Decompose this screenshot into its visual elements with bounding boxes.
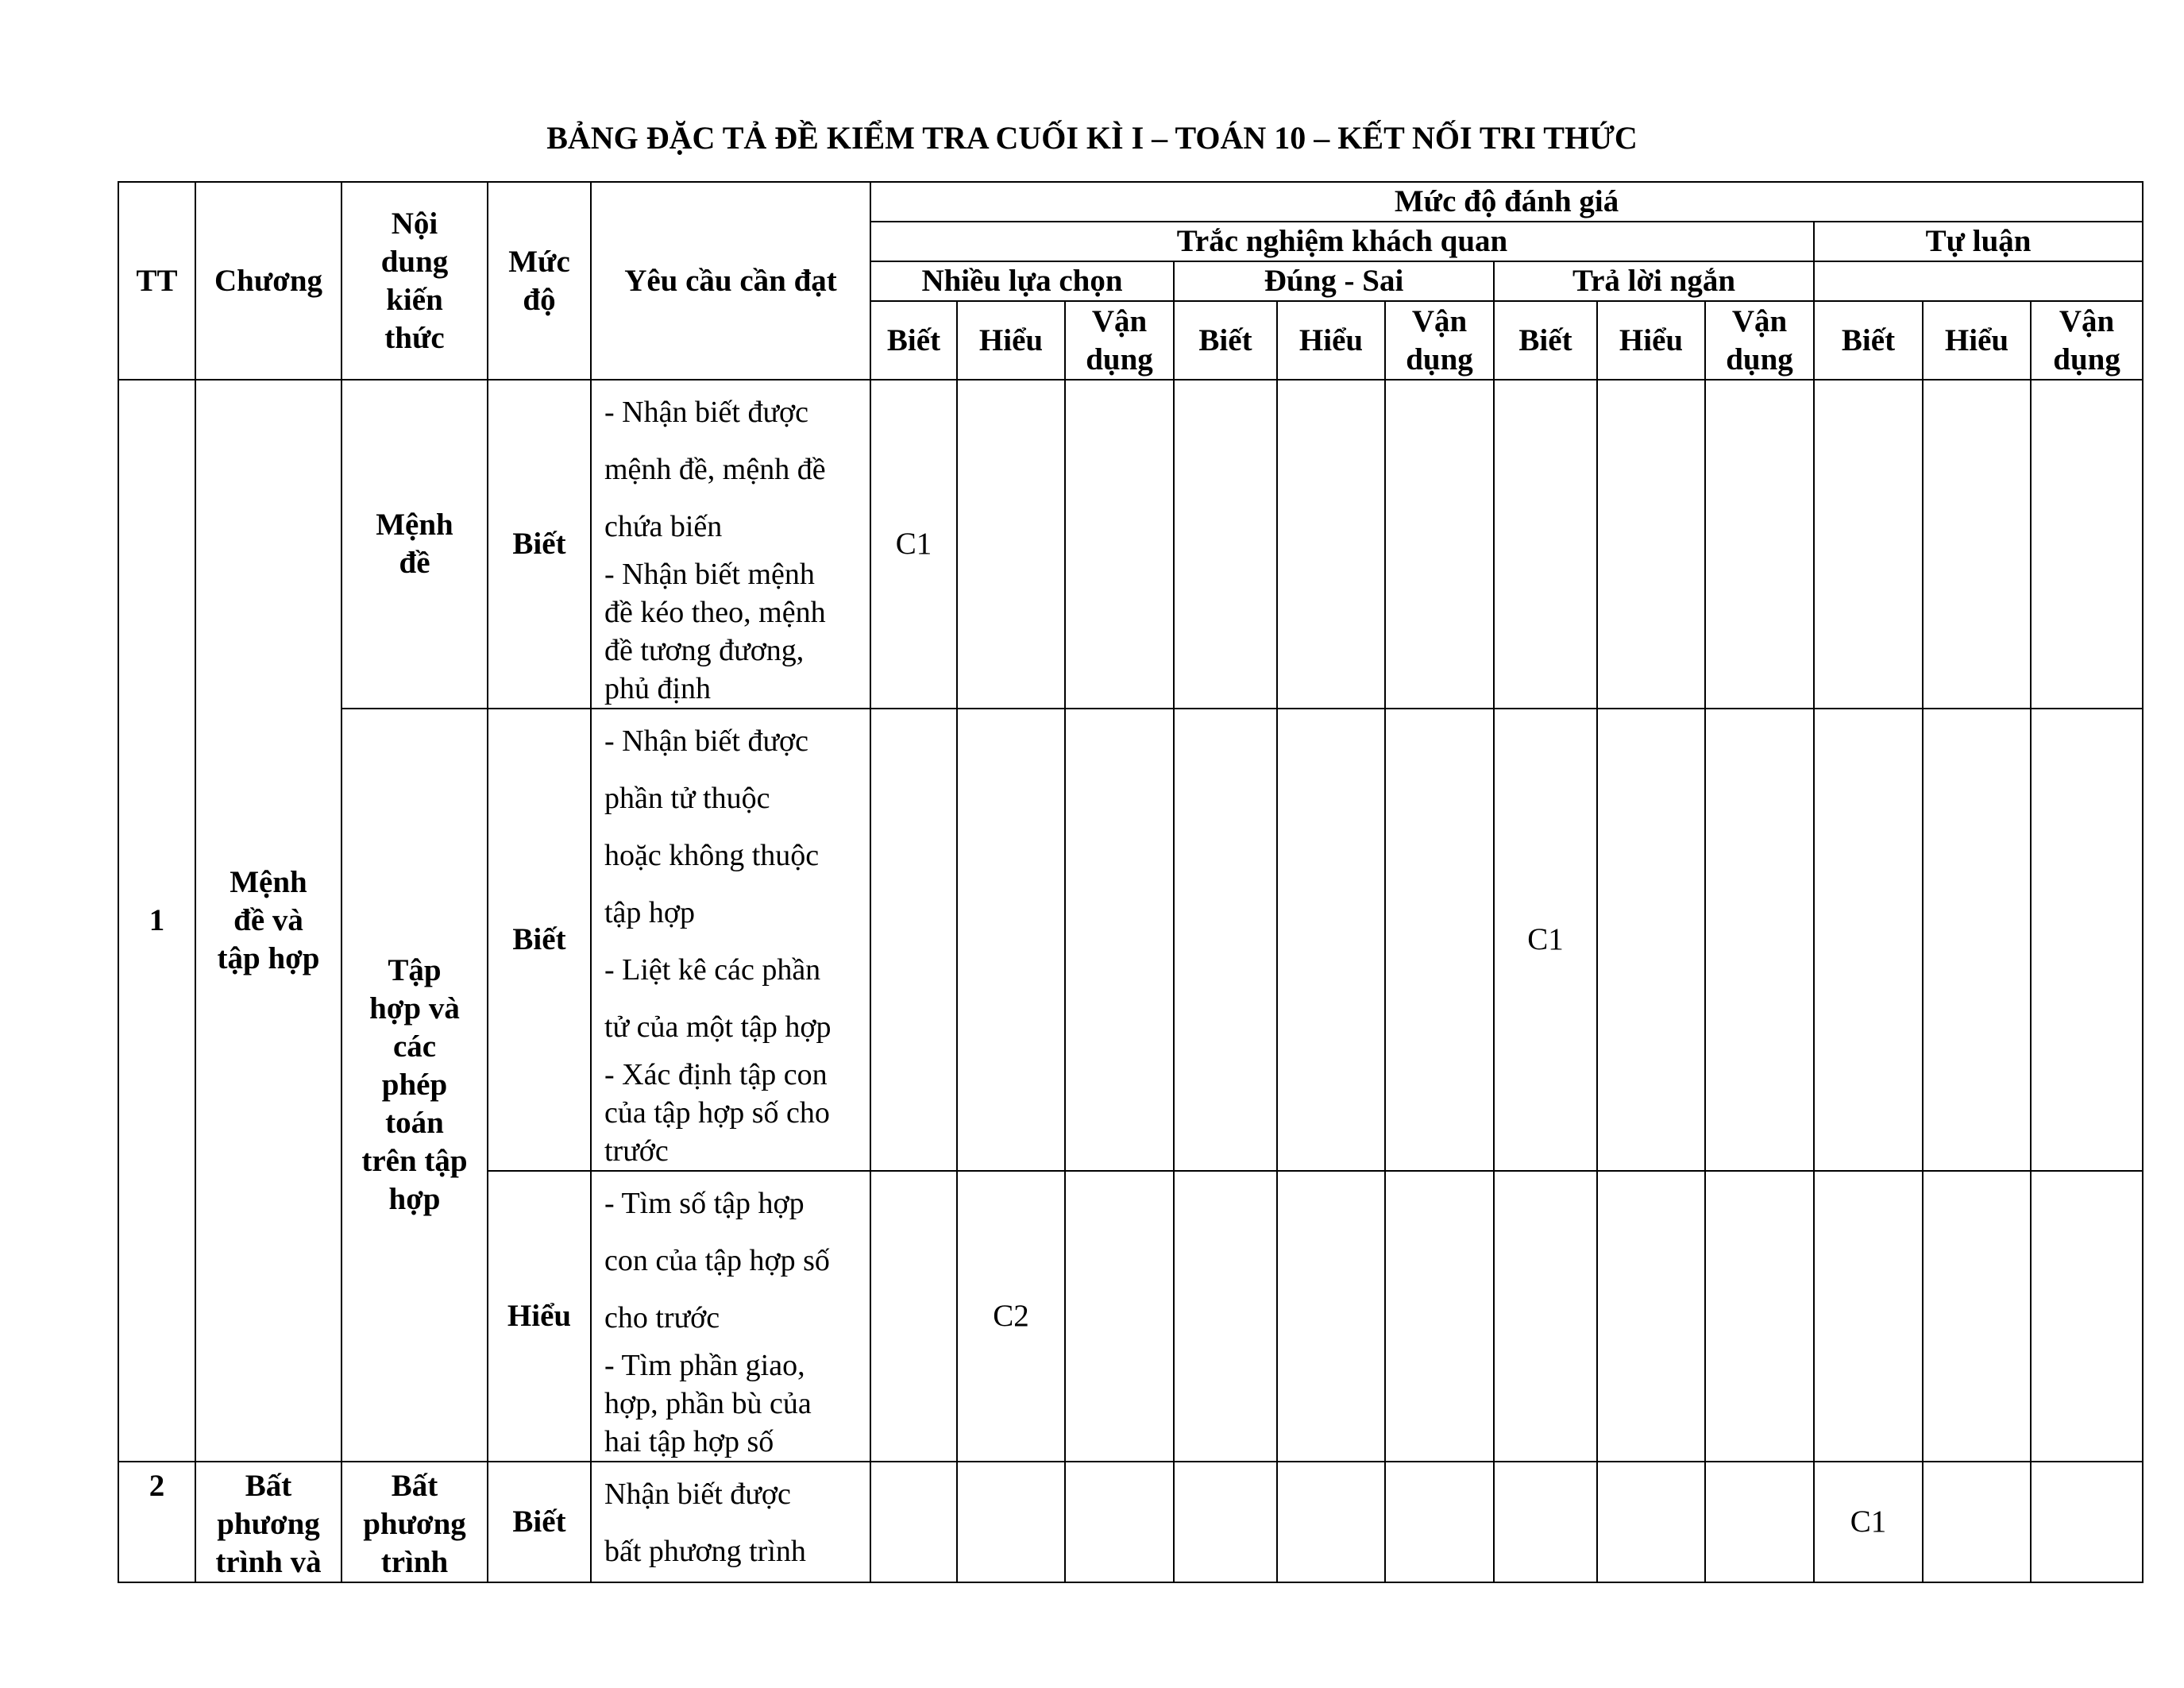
requirement-line: tử của một tập hợp — [604, 1010, 832, 1044]
text-line: dung — [380, 244, 449, 279]
requirement-line: Nhận biết được — [604, 1477, 791, 1511]
row-noi-dung — [341, 709, 488, 1462]
row-noi-dung — [341, 380, 488, 709]
requirement-line: của tập hợp số cho — [604, 1096, 830, 1130]
cell-ds-van-dung — [1385, 709, 1494, 1171]
cell-tln-biet — [1494, 1171, 1597, 1462]
row-tt: 2 — [118, 1462, 195, 1582]
table-row — [118, 1462, 2143, 1582]
text-line: Mức — [508, 244, 570, 279]
cell-ds-van-dung — [1385, 1462, 1494, 1582]
requirement-line: cho trước — [604, 1301, 720, 1335]
header-noi-dung — [341, 182, 488, 380]
text-line: Mệnh — [230, 865, 307, 899]
row-yeu-cau — [591, 380, 870, 709]
text-line: dụng — [1406, 342, 1473, 377]
text-line: Bất — [245, 1469, 292, 1503]
cell-tln-biet — [1494, 1462, 1597, 1582]
requirement-line: - Liệt kê các phần — [604, 953, 821, 987]
cell-ds-biet — [1174, 380, 1277, 709]
header-muc-do — [488, 182, 591, 380]
header-empty — [1814, 261, 2143, 301]
header-tu-luan-biet: Biết — [1814, 301, 1923, 380]
requirement-line: - Nhận biết được — [604, 396, 809, 429]
text-line: toán — [385, 1106, 444, 1140]
cell-tl-biet — [1814, 380, 1923, 709]
cell-tln-van-dung — [1705, 1171, 1814, 1462]
row-chuong — [195, 380, 341, 1462]
cell-mcq-van-dung — [1065, 1462, 1174, 1582]
requirement-line: - Tìm số tập hợp — [604, 1187, 805, 1220]
cell-ds-biet — [1174, 709, 1277, 1171]
header-chuong: Chương — [195, 182, 341, 380]
cell-mcq-hieu: C2 — [957, 1171, 1065, 1462]
requirement-line: hai tập hợp số — [604, 1425, 774, 1458]
specification-table — [118, 181, 2143, 1583]
row-yeu-cau — [591, 1462, 870, 1582]
cell-tl-hieu — [1923, 1171, 2031, 1462]
requirement-line: hoặc không thuộc — [604, 839, 820, 872]
text-line: Vận — [1731, 303, 1788, 338]
cell-tln-hieu — [1597, 709, 1705, 1171]
cell-tln-hieu — [1597, 1171, 1705, 1462]
text-line: dụng — [1086, 342, 1153, 377]
cell-ds-hieu — [1277, 380, 1385, 709]
cell-mcq-hieu — [957, 709, 1065, 1171]
header-tra-loi-ngan-van-dung — [1705, 301, 1814, 380]
cell-mcq-biet — [870, 1462, 957, 1582]
header-tu-luan-van-dung — [2031, 301, 2143, 380]
text-line: Mệnh — [376, 508, 453, 542]
cell-tln-van-dung — [1705, 380, 1814, 709]
cell-tln-biet: C1 — [1494, 709, 1597, 1171]
row-yeu-cau — [591, 1171, 870, 1462]
header-dung-sai-biet: Biết — [1174, 301, 1277, 380]
requirement-line: tập hợp — [604, 896, 696, 929]
cell-ds-biet — [1174, 1171, 1277, 1462]
header-dung-sai: Đúng - Sai — [1174, 261, 1494, 301]
text-line: trên tập — [361, 1144, 468, 1178]
cell-tln-van-dung — [1705, 709, 1814, 1171]
row-tt: 1 — [118, 380, 195, 1462]
requirement-line: con của tập hợp số — [604, 1244, 830, 1277]
text-line: đề — [399, 546, 430, 580]
row-muc-do: Biết — [488, 709, 591, 1171]
text-line: phương — [217, 1507, 320, 1541]
row-chuong — [195, 1462, 341, 1582]
text-line: dụng — [2053, 342, 2120, 377]
cell-tl-van-dung — [2031, 380, 2143, 709]
cell-tl-van-dung — [2031, 1171, 2143, 1462]
text-line: các — [392, 1029, 437, 1064]
requirement-line: chứa biến — [604, 510, 723, 543]
text-line: tập hợp — [217, 941, 320, 975]
table-row — [118, 380, 2143, 709]
requirement-line: - Xác định tập con — [604, 1058, 828, 1091]
header-tra-loi-ngan: Trả lời ngắn — [1494, 261, 1814, 301]
cell-mcq-biet — [870, 1171, 957, 1462]
text-line: Bất — [391, 1469, 438, 1503]
cell-mcq-van-dung — [1065, 380, 1174, 709]
text-line: trình và — [215, 1545, 322, 1579]
cell-tln-hieu — [1597, 380, 1705, 709]
cell-tln-hieu — [1597, 1462, 1705, 1582]
text-line: trình — [380, 1545, 449, 1579]
cell-ds-hieu — [1277, 709, 1385, 1171]
requirement-line: trước — [604, 1134, 669, 1168]
text-line: Vận — [1411, 303, 1468, 338]
header-trac-nghiem: Trắc nghiệm khách quan — [870, 222, 1814, 261]
row-muc-do: Biết — [488, 1462, 591, 1582]
row-yeu-cau — [591, 709, 870, 1171]
cell-ds-hieu — [1277, 1171, 1385, 1462]
cell-tln-biet — [1494, 380, 1597, 709]
cell-ds-biet — [1174, 1462, 1277, 1582]
requirement-line: hợp, phần bù của — [604, 1387, 812, 1420]
cell-tl-hieu — [1923, 380, 2031, 709]
header-yeu-cau: Yêu cầu cần đạt — [591, 182, 870, 380]
cell-mcq-biet: C1 — [870, 380, 957, 709]
header-nhieu-lua-chon-hieu: Hiểu — [957, 301, 1065, 380]
row-muc-do: Hiểu — [488, 1171, 591, 1462]
requirement-line: bất phương trình — [604, 1535, 806, 1568]
cell-tl-biet — [1814, 709, 1923, 1171]
requirement-line: phần tử thuộc — [604, 782, 770, 815]
document-title: BẢNG ĐẶC TẢ ĐỀ KIỂM TRA CUỐI KÌ I – TOÁN 10 – KẾT NỐI TRI THỨC — [546, 120, 1638, 156]
cell-ds-van-dung — [1385, 1171, 1494, 1462]
table-row — [118, 709, 2143, 1171]
requirement-line: - Nhận biết được — [604, 724, 809, 758]
text-line: thức — [384, 320, 445, 355]
text-line: độ — [523, 282, 556, 317]
header-nhieu-lua-chon-biet: Biết — [870, 301, 957, 380]
text-line: Vận — [2059, 303, 2115, 338]
text-line: Vận — [1091, 303, 1148, 338]
text-line: Nội — [391, 206, 438, 241]
row-muc-do: Biết — [488, 380, 591, 709]
requirement-line: - Tìm phần giao, — [604, 1349, 805, 1382]
header-dung-sai-van-dung — [1385, 301, 1494, 380]
requirement-line: phủ định — [604, 672, 712, 705]
requirement-line: đề kéo theo, mệnh — [604, 596, 826, 629]
cell-mcq-biet — [870, 709, 957, 1171]
header-tu-luan: Tự luận — [1814, 222, 2143, 261]
text-line: phương — [363, 1507, 466, 1541]
cell-mcq-hieu — [957, 1462, 1065, 1582]
requirement-line: đề tương đương, — [604, 634, 805, 667]
text-line: phép — [381, 1068, 448, 1102]
cell-tl-biet: C1 — [1814, 1462, 1923, 1582]
cell-mcq-van-dung — [1065, 1171, 1174, 1462]
cell-ds-hieu — [1277, 1462, 1385, 1582]
cell-tl-hieu — [1923, 709, 2031, 1171]
cell-tl-hieu — [1923, 1462, 2031, 1582]
cell-mcq-van-dung — [1065, 709, 1174, 1171]
text-line: dụng — [1726, 342, 1793, 377]
header-dung-sai-hieu: Hiểu — [1277, 301, 1385, 380]
text-line: hợp và — [369, 991, 460, 1026]
cell-tln-van-dung — [1705, 1462, 1814, 1582]
requirement-line: - Nhận biết mệnh — [604, 558, 815, 591]
cell-ds-van-dung — [1385, 380, 1494, 709]
header-muc-do-danh-gia: Mức độ đánh giá — [870, 182, 2143, 222]
header-nhieu-lua-chon: Nhiều lựa chọn — [870, 261, 1174, 301]
header-tu-luan-hieu: Hiểu — [1923, 301, 2031, 380]
row-noi-dung — [341, 1462, 488, 1582]
text-line: Tập — [388, 953, 442, 987]
cell-tl-van-dung — [2031, 1462, 2143, 1582]
text-line: kiến — [386, 282, 443, 317]
text-line: hợp — [388, 1182, 441, 1216]
cell-tl-biet — [1814, 1171, 1923, 1462]
requirement-line: mệnh đề, mệnh đề — [604, 453, 826, 486]
cell-tl-van-dung — [2031, 709, 2143, 1171]
text-line: đề và — [233, 903, 303, 937]
header-tra-loi-ngan-hieu: Hiểu — [1597, 301, 1705, 380]
cell-mcq-hieu — [957, 380, 1065, 709]
header-tt: TT — [118, 182, 195, 380]
header-nhieu-lua-chon-van-dung — [1065, 301, 1174, 380]
header-tra-loi-ngan-biet: Biết — [1494, 301, 1597, 380]
